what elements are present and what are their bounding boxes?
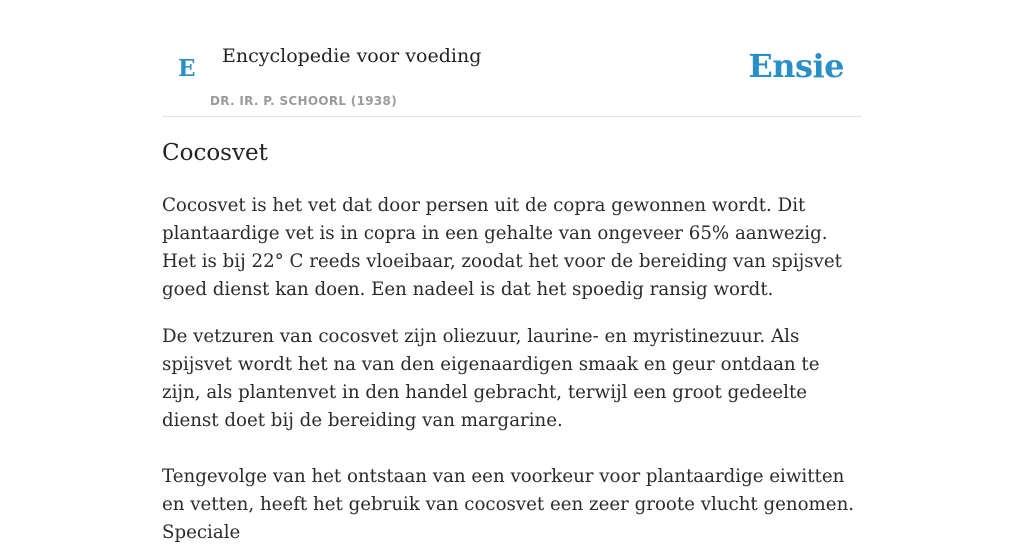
article-paragraph: Tengevolge van het ontstaan van een voorkeur voor plantaardige eiwitten en vetten, heeft het gebruik van cocosvet een zeer groote vlucht genomen. Speciale [162,466,855,543]
encyclopedia-header [162,0,862,117]
article-paragraph: De vetzuren van cocosvet zijn oliezuur, laurine- en myristinezuur. Als spijsvet wordt het na van den eigenaardigen smaak en geur ontdaan te zijn, als plantenvet in den handel gebracht, terwijl een groot gedeelte dienst doet bij de bereiding van margarine. [162,326,820,431]
article-title: Cocosvet [162,140,268,166]
encyclopedia-author: DR. IR. P. SCHOORL (1938) [210,94,397,108]
encyclopedia-badge-letter: E [178,55,196,82]
article-page [162,0,862,543]
ensie-logo[interactable]: Ensie [748,47,844,85]
article-paragraph: Cocosvet is het vet dat door persen uit de copra gewonnen wordt. Dit plantaardige vet is in copra in een gehalte van ongeveer 65% aanwezig. Het is bij 22° C reeds vloeibaar, zoodat het voor de bereiding van spijsvet goed dienst kan doen. Een nadeel is dat het spoedig ransig wordt. [162,195,842,300]
encyclopedia-title-link[interactable]: Encyclopedie voor voeding [222,45,482,67]
